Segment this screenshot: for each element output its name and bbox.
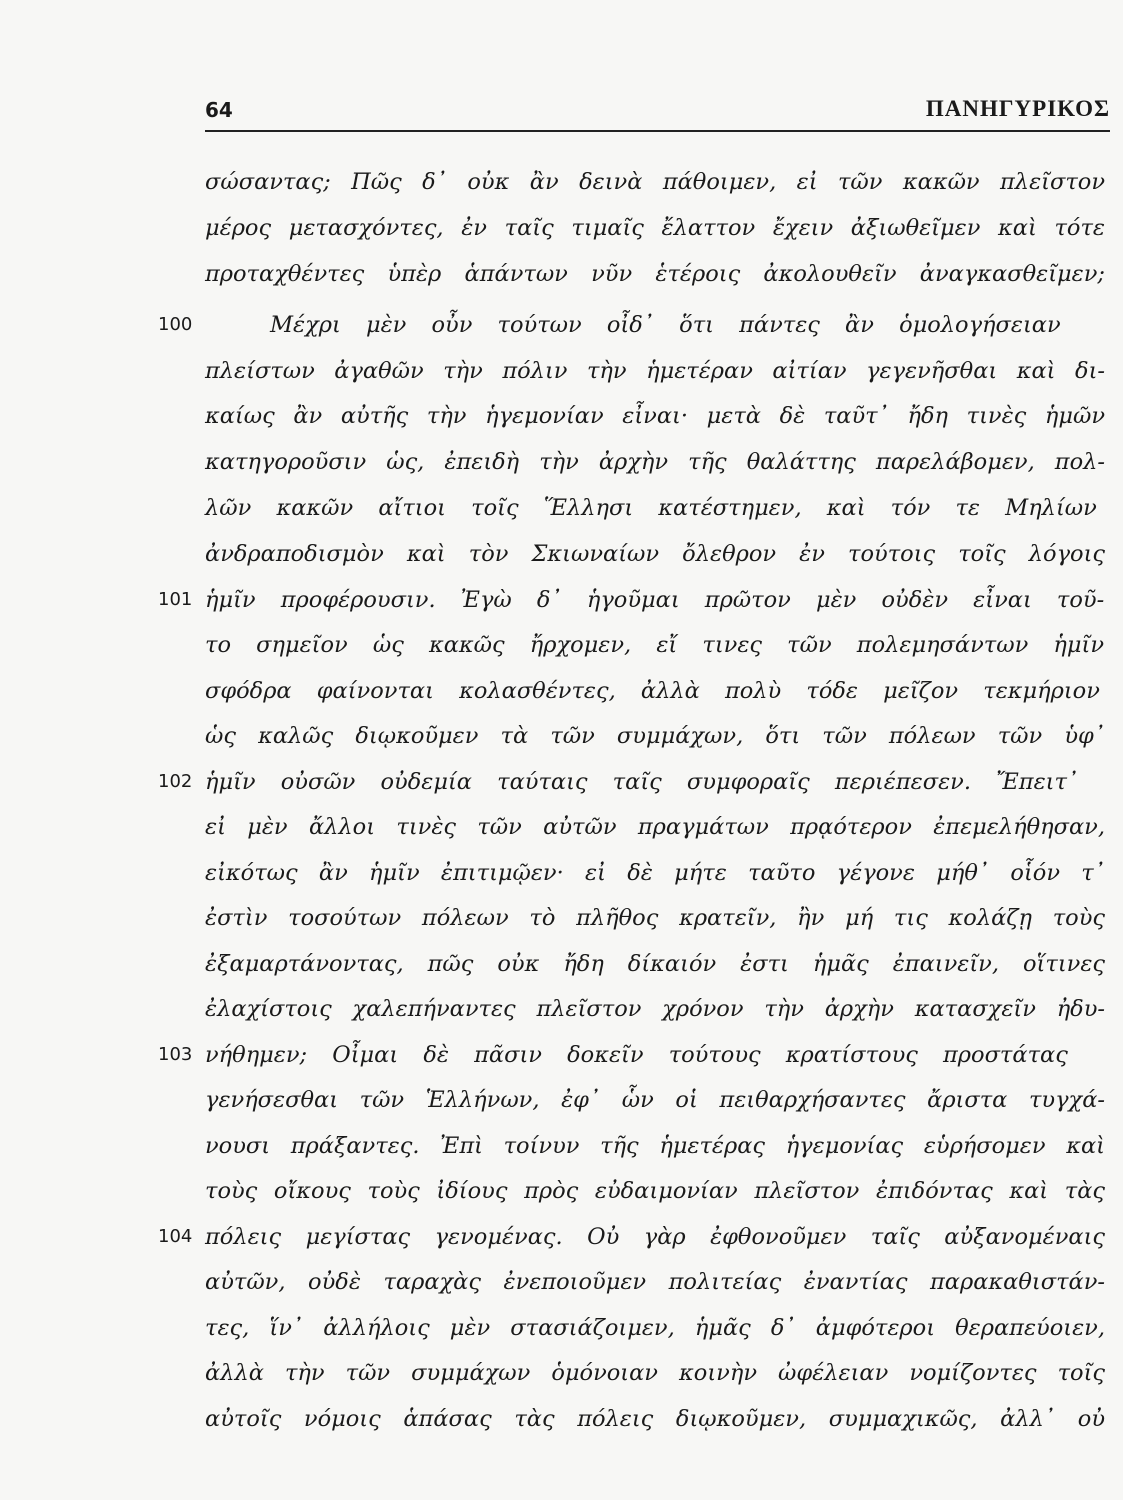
section-number: 100	[158, 314, 193, 335]
text-line: εἰκότως ἂν ἡμῖν ἐπιτιμῷεν· εἰ δὲ μήτε ταῦτο γέγονε μήθ᾽ οἷόν τ᾽	[205, 860, 1105, 886]
section-number: 103	[158, 1044, 193, 1065]
text-line: ἡμῖν οὐσῶν οὐδεμία ταύταις ταῖς συμφοραῖς περιέπεσεν. Ἔπειτ᾽	[205, 769, 1079, 795]
text-line: λῶν κακῶν αἴτιοι τοῖς Ἕλλησι κατέστημεν, καὶ τόν τε Μηλίων	[205, 495, 1097, 521]
text-line: γενήσεσθαι τῶν Ἑλλήνων, ἐφ᾽ ὧν οἱ πειθαρχήσαντες ἄριστα τυγχά-	[205, 1087, 1105, 1113]
section-number: 102	[158, 771, 193, 792]
section-number: 101	[158, 589, 193, 610]
text-line: ἐλαχίστοις χαλεπήναντες πλεῖστον χρόνον τὴν ἀρχὴν κατασχεῖν ἠδυ-	[205, 996, 1105, 1022]
text-line: σφόδρα φαίνονται κολασθέντες, ἀλλὰ πολὺ τόδε μεῖζον τεκμήριον	[205, 678, 1100, 704]
text-line: νήθημεν; Οἶμαι δὲ πᾶσιν δοκεῖν τούτους κρατίστους προστάτας	[205, 1042, 1068, 1068]
text-line: αὐτοῖς νόμοις ἁπάσας τὰς πόλεις διῳκοῦμεν, συμμαχικῶς, ἀλλ᾽ οὐ	[205, 1406, 1105, 1432]
text-line: ἀλλὰ τὴν τῶν συμμάχων ὁμόνοιαν κοινὴν ὠφέλειαν νομίζοντες τοῖς	[205, 1360, 1105, 1386]
text-line: νουσι πράξαντες. Ἐπὶ τοίνυν τῆς ἡμετέρας ἡγεμονίας εὑρήσομεν καὶ	[205, 1133, 1105, 1159]
section-number: 104	[158, 1226, 193, 1247]
text-line: καίως ἂν αὐτῆς τὴν ἡγεμονίαν εἶναι· μετὰ δὲ ταῦτ᾽ ἤδη τινὲς ἡμῶν	[205, 403, 1105, 429]
text-line: κατηγοροῦσιν ὡς, ἐπειδὴ τὴν ἀρχὴν τῆς θαλάττης παρελάβομεν, πολ-	[205, 449, 1105, 475]
text-line: σώσαντας; Πῶς δ᾽ οὐκ ἂν δεινὰ πάθοιμεν, εἰ τῶν κακῶν πλεῖστον	[205, 169, 1105, 195]
text-line: τοὺς οἴκους τοὺς ἰδίους πρὸς εὐδαιμονίαν πλεῖστον ἐπιδόντας καὶ τὰς	[205, 1178, 1105, 1204]
text-line: ὡς καλῶς διῳκοῦμεν τὰ τῶν συμμάχων, ὅτι τῶν πόλεων τῶν ὑφ᾽	[205, 723, 1105, 749]
page-header	[205, 92, 1110, 132]
running-title: ΠΑΝΗΓΥΡΙΚΟΣ	[925, 96, 1110, 121]
text-line: ἡμῖν προφέρουσιν. Ἐγὼ δ᾽ ἡγοῦμαι πρῶτον μὲν οὐδὲν εἶναι τοῦ-	[205, 587, 1105, 613]
text-line: προταχθέντες ὑπὲρ ἁπάντων νῦν ἑτέροις ἀκολουθεῖν ἀναγκασθεῖμεν;	[205, 261, 1105, 287]
text-line: ἐστὶν τοσούτων πόλεων τὸ πλῆθος κρατεῖν, ἢν μή τις κολάζῃ τοὺς	[205, 905, 1105, 931]
header-rule	[205, 130, 1110, 132]
text-line: πόλεις μεγίστας γενομένας. Οὐ γὰρ ἐφθονοῦμεν ταῖς αὐξανομέναις	[205, 1224, 1105, 1250]
text-line: ἀνδραποδισμὸν καὶ τὸν Σκιωναίων ὄλεθρον ἐν τούτοις τοῖς λόγοις	[205, 541, 1105, 567]
text-line: ἐξαμαρτάνοντας, πῶς οὐκ ἤδη δίκαιόν ἐστι ἡμᾶς ἐπαινεῖν, οἵτινες	[205, 951, 1105, 977]
page-number: 64	[205, 98, 233, 122]
text-line: Μέχρι μὲν οὖν τούτων οἶδ᾽ ὅτι πάντες ἂν ὁμολογήσειαν	[270, 312, 1061, 338]
text-line: εἰ μὲν ἄλλοι τινὲς τῶν αὐτῶν πραγμάτων πρᾳότερον ἐπεμελήθησαν,	[205, 814, 1105, 840]
text-line: πλείστων ἀγαθῶν τὴν πόλιν τὴν ἡμετέραν αἰτίαν γεγενῆσθαι καὶ δι-	[205, 358, 1105, 384]
text-line: αὐτῶν, οὐδὲ ταραχὰς ἐνεποιοῦμεν πολιτείας ἐναντίας παρακαθιστάν-	[205, 1269, 1105, 1295]
text-line: το σημεῖον ὡς κακῶς ἤρχομεν, εἴ τινες τῶν πολεμησάντων ἡμῖν	[205, 632, 1105, 658]
text-line: μέρος μετασχόντες, ἐν ταῖς τιμαῖς ἔλαττον ἔχειν ἀξιωθεῖμεν καὶ τότε	[205, 215, 1105, 241]
text-line: τες, ἵν᾽ ἀλλήλοις μὲν στασιάζοιμεν, ἡμᾶς δ᾽ ἀμφότεροι θεραπεύοιεν,	[205, 1315, 1105, 1341]
